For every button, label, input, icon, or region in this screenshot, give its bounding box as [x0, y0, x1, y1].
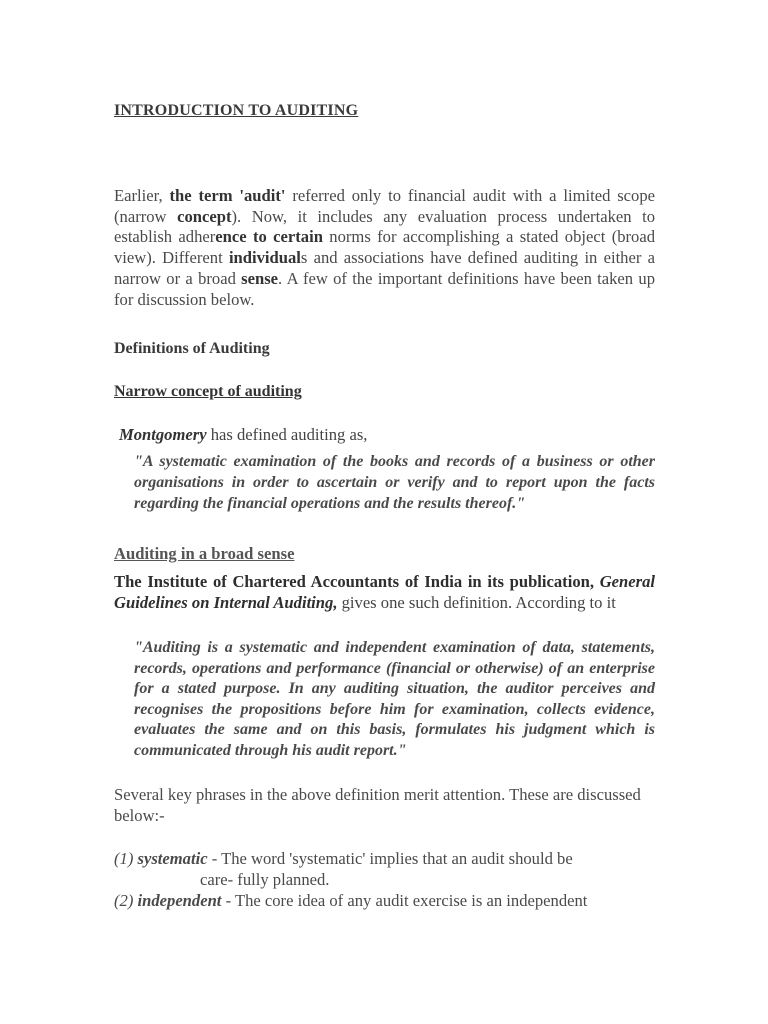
item-term: independent	[137, 891, 222, 910]
intro-bold-3: ence to certain	[215, 227, 323, 247]
icai-publication-title: General Guidelines on Internal Auditing,	[114, 572, 655, 612]
key-phrases-text: Several key phrases in the above definition merit attention. These are discussed	[114, 785, 641, 804]
item-text: - The core idea of any audit exercise is an independent	[221, 891, 588, 910]
icai-quote: "Auditing is a systematic and independent examination of data, statements, records, operations and performance (financial or otherwise) of an enterprise for a stated purpose. In any auditing situation, the auditor perceives and recognises the propositions before him for examination, collects evidence, evaluates the same and on this basis, formulates his judgment which is communicated through his audit report."	[134, 639, 655, 759]
intro-bold-1: the term 'audit'	[169, 186, 286, 205]
item-number: (2)	[114, 891, 134, 910]
intro-bold-5: sense	[241, 268, 279, 288]
montgomery-line	[119, 425, 367, 445]
intro-text-3: ). Now, it includes any evaluation process undertaken to establish adher	[114, 206, 655, 247]
intro-text-2: referred only to financial audit with a limited scope (narrow	[114, 186, 656, 226]
icai-rest: gives one such definition. According to it	[337, 593, 616, 612]
intro-paragraph	[114, 186, 655, 310]
item-text: - The word 'systematic' implies that an audit should be	[207, 849, 573, 868]
key-phrases-paragraph	[114, 785, 655, 826]
document-title: INTRODUCTION TO AUDITING	[114, 102, 359, 119]
intro-bold-4: individual	[228, 248, 301, 268]
montgomery-name: Montgomery	[119, 425, 207, 444]
montgomery-quote: "A systematic examination of the books and records of a business or other organisations in order to ascertain or verify and to report upon the facts regarding the financial operations and the results thereof."	[134, 453, 655, 512]
intro-text-6: . A few of the important definitions have been taken up for discussion below.	[114, 268, 655, 309]
icai-paragraph	[114, 571, 655, 613]
intro-text-1: Earlier,	[114, 186, 170, 205]
list-item	[114, 848, 655, 890]
key-phrases-below: below:-	[114, 805, 165, 825]
narrow-concept-heading: Narrow concept of auditing	[114, 383, 302, 400]
intro-text-5: s and associations have defined auditing in either a narrow or a broad	[114, 248, 655, 288]
item-term: systematic	[137, 849, 208, 868]
definitions-heading: Definitions of Auditing	[114, 340, 270, 357]
item-continuation: care- fully planned.	[200, 870, 330, 889]
item-number: (1)	[114, 849, 134, 868]
montgomery-text: has defined auditing as,	[206, 425, 368, 444]
broad-sense-heading: Auditing in a broad sense	[114, 544, 295, 563]
list-item	[114, 890, 655, 911]
intro-bold-2: concept	[177, 206, 232, 226]
intro-text-4: norms for accomplishing a stated object (broad view). Different	[114, 227, 656, 268]
icai-org: The Institute of Chartered Accountants of India in its publication,	[114, 572, 594, 591]
